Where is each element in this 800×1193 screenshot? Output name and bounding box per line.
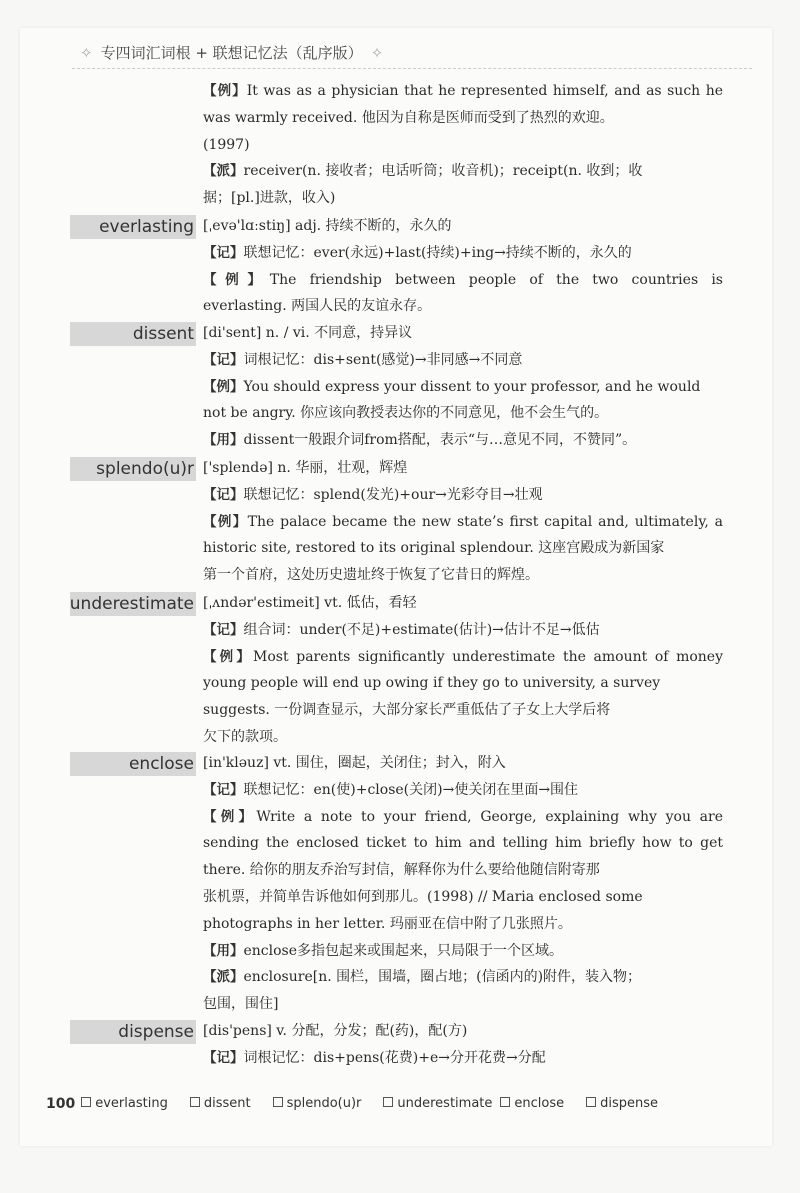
- checkbox-icon: [190, 1097, 200, 1107]
- entry-line: [203, 374, 723, 400]
- line-text: 组合词：under(不足)+estimate(估计)→估计不足→低估: [243, 621, 600, 638]
- line-text: receiver(n. 接收者；电话听筒；收音机)；receipt(n. 收到；收: [243, 163, 643, 180]
- page-header: [72, 42, 391, 63]
- entry-line: [203, 964, 723, 990]
- line-text: 联想记忆：ever(永远)+last(持续)+ing→持续不断的，永久的: [243, 244, 632, 261]
- entry-line: [203, 804, 723, 830]
- checkbox-icon: [586, 1097, 596, 1107]
- entry-line: [203, 991, 723, 1017]
- headword: everlasting: [99, 217, 194, 237]
- headword-bar: [70, 752, 196, 776]
- headword-bar: [70, 322, 196, 346]
- checkbox-icon: [81, 1097, 91, 1107]
- section-tag: 【用】: [203, 942, 244, 959]
- section-tag: 【派】: [203, 163, 244, 180]
- line-text: 联想记忆：splend(发光)+our→光彩夺目→壮观: [243, 486, 543, 503]
- entry-line: [203, 105, 723, 131]
- headword-bar: [70, 592, 196, 616]
- section-tag: 【记】: [203, 351, 244, 368]
- entry-line: [203, 1045, 723, 1071]
- entry-line: [203, 777, 723, 803]
- line-text: The palace became the new state’s first capital and, ultimately, a: [247, 513, 723, 530]
- footer-item: dissent: [190, 1096, 251, 1112]
- line-text: 词根记忆：dis+pens(花费)+e→分开花费→分配: [243, 1049, 546, 1066]
- entry-line: [203, 535, 723, 561]
- entry-line: [203, 132, 723, 158]
- entry-line: [203, 1018, 723, 1044]
- line-text: sending the enclosed ticket to him and telling him briefly how to get: [203, 835, 723, 852]
- line-text: The friendship between people of the two countries is: [269, 271, 723, 288]
- headword: splendo(u)r: [96, 459, 194, 479]
- page-footer: [46, 1096, 680, 1112]
- footer-item: enclose: [500, 1096, 564, 1112]
- section-tag: 【记】: [203, 244, 244, 261]
- line-text: 第一个首府，这处历史遗址终于恢复了它昔日的辉煌。: [203, 567, 539, 584]
- line-text: 据；[pl.]进款，收入): [203, 190, 336, 207]
- entry-line: [203, 400, 723, 426]
- section-tag: 【记】: [203, 1049, 244, 1066]
- entry-line: [203, 670, 723, 696]
- headword-bar: [70, 215, 196, 239]
- entry-line: [203, 320, 723, 346]
- entry-line: [203, 347, 723, 373]
- section-tag: 【例】: [203, 648, 254, 665]
- entry-line: [203, 267, 723, 293]
- entry-line: [203, 293, 723, 319]
- page-number: 100: [46, 1096, 76, 1112]
- line-text: [di'sent] n. / vi. 不同意，持异议: [203, 325, 413, 341]
- entry-line: [203, 697, 723, 723]
- header-title: 专四词汇词根 + 联想记忆法（乱序版）: [100, 44, 363, 62]
- entry-line: [203, 427, 723, 453]
- entry-line: [203, 724, 723, 750]
- line-text: dissent一般跟介词from搭配，表示“与…意见不同，不赞同”。: [243, 432, 637, 449]
- entry-line: [203, 185, 723, 211]
- entry-line: [203, 562, 723, 588]
- entry-line: [203, 509, 723, 535]
- entry-line: [203, 482, 723, 508]
- diamond-icon: ✧: [80, 43, 93, 62]
- checkbox-icon: [383, 1097, 393, 1107]
- line-text: enclosure[n. 围栏，围墙，圈占地；(信函内的)附件，装入物；: [243, 969, 642, 986]
- checkbox-icon: [273, 1097, 283, 1107]
- headword: enclose: [128, 754, 194, 774]
- line-text: was warmly received. 他因为自称是医师而受到了热烈的欢迎。: [203, 109, 614, 126]
- line-text: [in'kləuz] vt. 围住，圈起，关闭住；封入，附入: [203, 755, 506, 771]
- section-tag: 【例】: [203, 83, 247, 99]
- entry-line: [203, 830, 723, 856]
- section-tag: 【例】: [203, 513, 248, 530]
- entry-line: [203, 590, 723, 616]
- line-text: Most parents significantly underestimate the amount of money: [253, 648, 723, 665]
- entry-line: [203, 213, 723, 239]
- line-text: [ˌʌndər'estimeit] vt. 低估，看轻: [203, 595, 417, 611]
- entry-line: [203, 158, 723, 184]
- footer-item: dispense: [586, 1096, 658, 1112]
- section-tag: 【用】: [203, 432, 244, 449]
- section-tag: 【记】: [203, 486, 244, 503]
- footer-item: splendo(u)r: [273, 1096, 362, 1112]
- entry-line: [203, 911, 723, 937]
- header-divider: [72, 68, 752, 69]
- line-text: enclose多指包起来或围起来，只局限于一个区域。: [243, 942, 564, 959]
- line-text: suggests. 一份调查显示，大部分家长严重低估了子女上大学后将: [203, 702, 611, 719]
- entry-line: [203, 884, 723, 910]
- line-text: 联想记忆：en(使)+close(关闭)→使关闭在里面→围住: [243, 781, 579, 798]
- headword: dissent: [132, 324, 194, 344]
- line-text: [ˌevə'lɑːstiŋ] adj. 持续不断的，永久的: [203, 218, 452, 234]
- line-text: It was as a physician that he represented himself, and as such he: [246, 83, 723, 99]
- headword-bar: [70, 457, 196, 481]
- line-text: ['splendə] n. 华丽，壮观，辉煌: [203, 460, 408, 476]
- headword: underestimate: [69, 594, 194, 614]
- section-tag: 【例】: [203, 808, 257, 825]
- checkbox-icon: [500, 1097, 510, 1107]
- section-tag: 【记】: [203, 781, 244, 798]
- entry-line: [203, 240, 723, 266]
- footer-item: everlasting: [81, 1096, 168, 1112]
- section-tag: 【例】: [203, 271, 270, 288]
- entry-line: [203, 455, 723, 481]
- line-text: not be angry. 你应该向教授表达你的不同意见，他不会生气的。: [203, 405, 609, 422]
- line-text: there. 给你的朋友乔治写封信，解释你为什么要给他随信附寄那: [203, 862, 600, 879]
- footer-item: underestimate: [383, 1096, 492, 1112]
- line-text: young people will end up owing if they go to university, a survey: [203, 675, 661, 692]
- line-text: 张机票，并简单告诉他如何到那儿。(1998) // Maria enclosed some: [203, 889, 643, 905]
- entry-line: [203, 78, 723, 104]
- line-text: Write a note to your friend, George, explaining why you are: [256, 808, 723, 825]
- line-text: everlasting. 两国人民的友谊永存。: [203, 298, 432, 315]
- section-tag: 【例】: [203, 378, 244, 395]
- headword: dispense: [118, 1022, 194, 1042]
- section-tag: 【记】: [203, 621, 244, 638]
- line-text: You should express your dissent to your professor, and he would: [243, 378, 701, 395]
- entry-line: [203, 644, 723, 670]
- line-text: 词根记忆：dis+sent(感觉)→非同感→不同意: [243, 351, 523, 368]
- line-text: 包围，围住]: [203, 996, 279, 1013]
- line-text: (1997): [203, 136, 250, 153]
- section-tag: 【派】: [203, 969, 244, 986]
- diamond-icon: ✧: [370, 43, 384, 62]
- headword-bar: [70, 1020, 196, 1044]
- line-text: [dis'pens] v. 分配，分发；配(药)，配(方): [203, 1023, 468, 1039]
- entry-line: [203, 750, 723, 776]
- line-text: photographs in her letter. 玛丽亚在信中附了几张照片。: [203, 915, 572, 932]
- line-text: 欠下的款项。: [203, 729, 287, 745]
- entry-line: [203, 617, 723, 643]
- line-text: historic site, restored to its original splendour. 这座宫殿成为新国家: [203, 540, 665, 557]
- entry-line: [203, 857, 723, 883]
- dictionary-page: [20, 28, 772, 1146]
- entry-line: [203, 938, 723, 964]
